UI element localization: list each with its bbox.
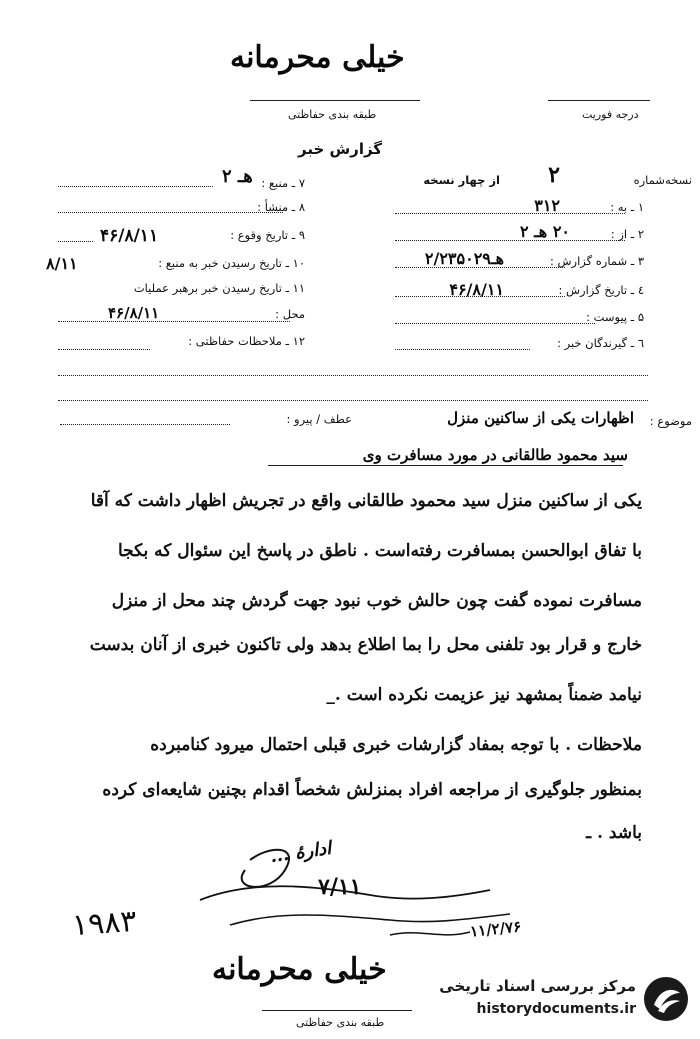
field-report-date-value: ۴۶/۸/۱۱ <box>449 280 504 299</box>
body-line-1: یکی از ساکنین منزل سید محمود طالقانی واقع در تجریش اظهار داشت که آقا <box>90 491 642 511</box>
field-to-dots <box>395 213 625 214</box>
subject-line-1: اظهارات یکی از ساکنین منزل <box>447 409 634 427</box>
field-report-date-label: ٤ ـ تاریخ گزارش : <box>558 283 644 297</box>
field-origin-dots <box>58 212 283 213</box>
field-place-dots <box>58 321 290 322</box>
separator-dots-1 <box>58 375 648 376</box>
body-line-5: نیامد ضمناً بمشهد نیز عزیمت نکرده است ._ <box>326 685 642 705</box>
remarks-line-1: ملاحظات . با توجه بمفاد گزارشات خبری قبلی احتمال میرود کنامبرده <box>150 735 642 755</box>
field-report-number-value: هـ۲/۲۳۵۰۲۹ <box>424 249 504 268</box>
field-report-number-label: ۳ ـ شماره گزارش : <box>549 254 644 268</box>
archive-logo-icon <box>642 975 690 1023</box>
copy-number-extra: از چهار نسخه <box>423 173 500 187</box>
footer-classification-underline <box>262 1010 412 1011</box>
field-place-label: محل : <box>275 307 305 321</box>
classification-stamp-top: خیلی محرمانه <box>230 40 405 75</box>
classification-label: طبقه بندی حفاظتی <box>288 108 377 121</box>
field-from-value: ۲۰ هـ ۲ <box>519 222 570 241</box>
field-to-value: ۳۱۲ <box>534 196 560 215</box>
field-attachment-dots <box>395 323 595 324</box>
handwritten-note-3: ۱۱/۲/۷۶ <box>469 917 523 941</box>
body-line-2: با تفاق ابوالحسن بمسافرت رفته‌است . ناطق در پاسخ این سئوال که بکجا <box>117 541 642 561</box>
subject-label: موضوع : <box>649 414 692 428</box>
field-from-label: ۲ ـ از : <box>610 227 644 241</box>
field-source-value: هـ ۲ <box>222 166 253 187</box>
remarks-line-3: باشد . ـ <box>586 823 642 843</box>
field-security-notes-dots <box>58 349 150 350</box>
field-source-receive-date-label: ۱۰ ـ تاریخ رسیدن خبر به منبع : <box>158 256 305 270</box>
remarks-line-2: بمنظور جلوگیری از مراجعه افراد بمنزلش شخصاً اقدام بچنین شایعه‌ای کرده <box>102 780 642 800</box>
field-source-dots <box>58 186 213 187</box>
handwritten-note-1: ادارهٔ ... <box>268 837 333 868</box>
reference-dots <box>60 424 230 425</box>
field-origin-label: ۸ ـ منشأ : <box>257 200 305 214</box>
field-to-label: ۱ ـ به : <box>610 200 644 214</box>
report-title: گزارش خبر <box>298 140 383 158</box>
signature-scribble <box>190 837 550 960</box>
field-recipients-dots <box>395 349 530 350</box>
urgency-underline <box>548 100 650 101</box>
subject-underline <box>268 465 623 466</box>
field-attachment-label: ۵ ـ پیوست : <box>586 310 644 324</box>
classification-stamp-bottom: خیلی محرمانه <box>212 952 387 987</box>
separator-dots-2 <box>58 400 648 401</box>
body-line-4: خارج و قرار بود تلفنی محل را بما اطلاع بدهد ولی تاکنون خبری از آنان بدست <box>89 635 642 655</box>
footer-classification-label: طبقه بندی حفاظتی <box>296 1016 385 1029</box>
field-from-dots <box>395 240 625 241</box>
handwritten-note-2: ۷/۱۱ <box>318 874 362 900</box>
reference-label: عطف / پیرو : <box>286 412 352 426</box>
watermark-url: historydocuments.ir <box>476 1001 636 1017</box>
watermark-title: مرکز بررسی اسناد تاریخی <box>439 977 636 995</box>
field-place-value: ۴۶/۸/۱۱ <box>108 304 160 322</box>
classification-underline <box>250 100 420 101</box>
copy-number-label: نسخه‌شماره <box>633 173 692 187</box>
field-recipients-label: ٦ ـ گیرندگان خبر : <box>557 336 644 350</box>
body-line-3: مسافرت نموده گفت چون حالش خوب نبود جهت گردش چند محل از منزل <box>111 591 642 611</box>
watermark <box>422 971 692 1029</box>
year-number: ۱۹۸۳ <box>70 903 138 944</box>
subject-line-2: سید محمود طالقانی در مورد مسافرت وی <box>362 446 628 464</box>
field-source-label: ۷ ـ منبع : <box>261 176 305 190</box>
field-occurrence-date-dots <box>58 241 93 242</box>
field-occurrence-date-label: ۹ ـ تاریخ وقوع : <box>230 228 305 242</box>
field-occurrence-date-value: ۴۶/۸/۱۱ <box>100 226 159 246</box>
field-ops-leader-date-label: ۱۱ ـ تاریخ رسیدن خبر برهبر عملیات <box>133 281 305 295</box>
copy-number-value: ۲ <box>548 162 560 188</box>
field-source-receive-date-value: ۸/۱۱ <box>46 254 78 273</box>
field-security-notes-label: ۱۲ ـ ملاحظات حفاظتی : <box>188 334 305 348</box>
urgency-label: درجه فوریت <box>582 108 639 121</box>
